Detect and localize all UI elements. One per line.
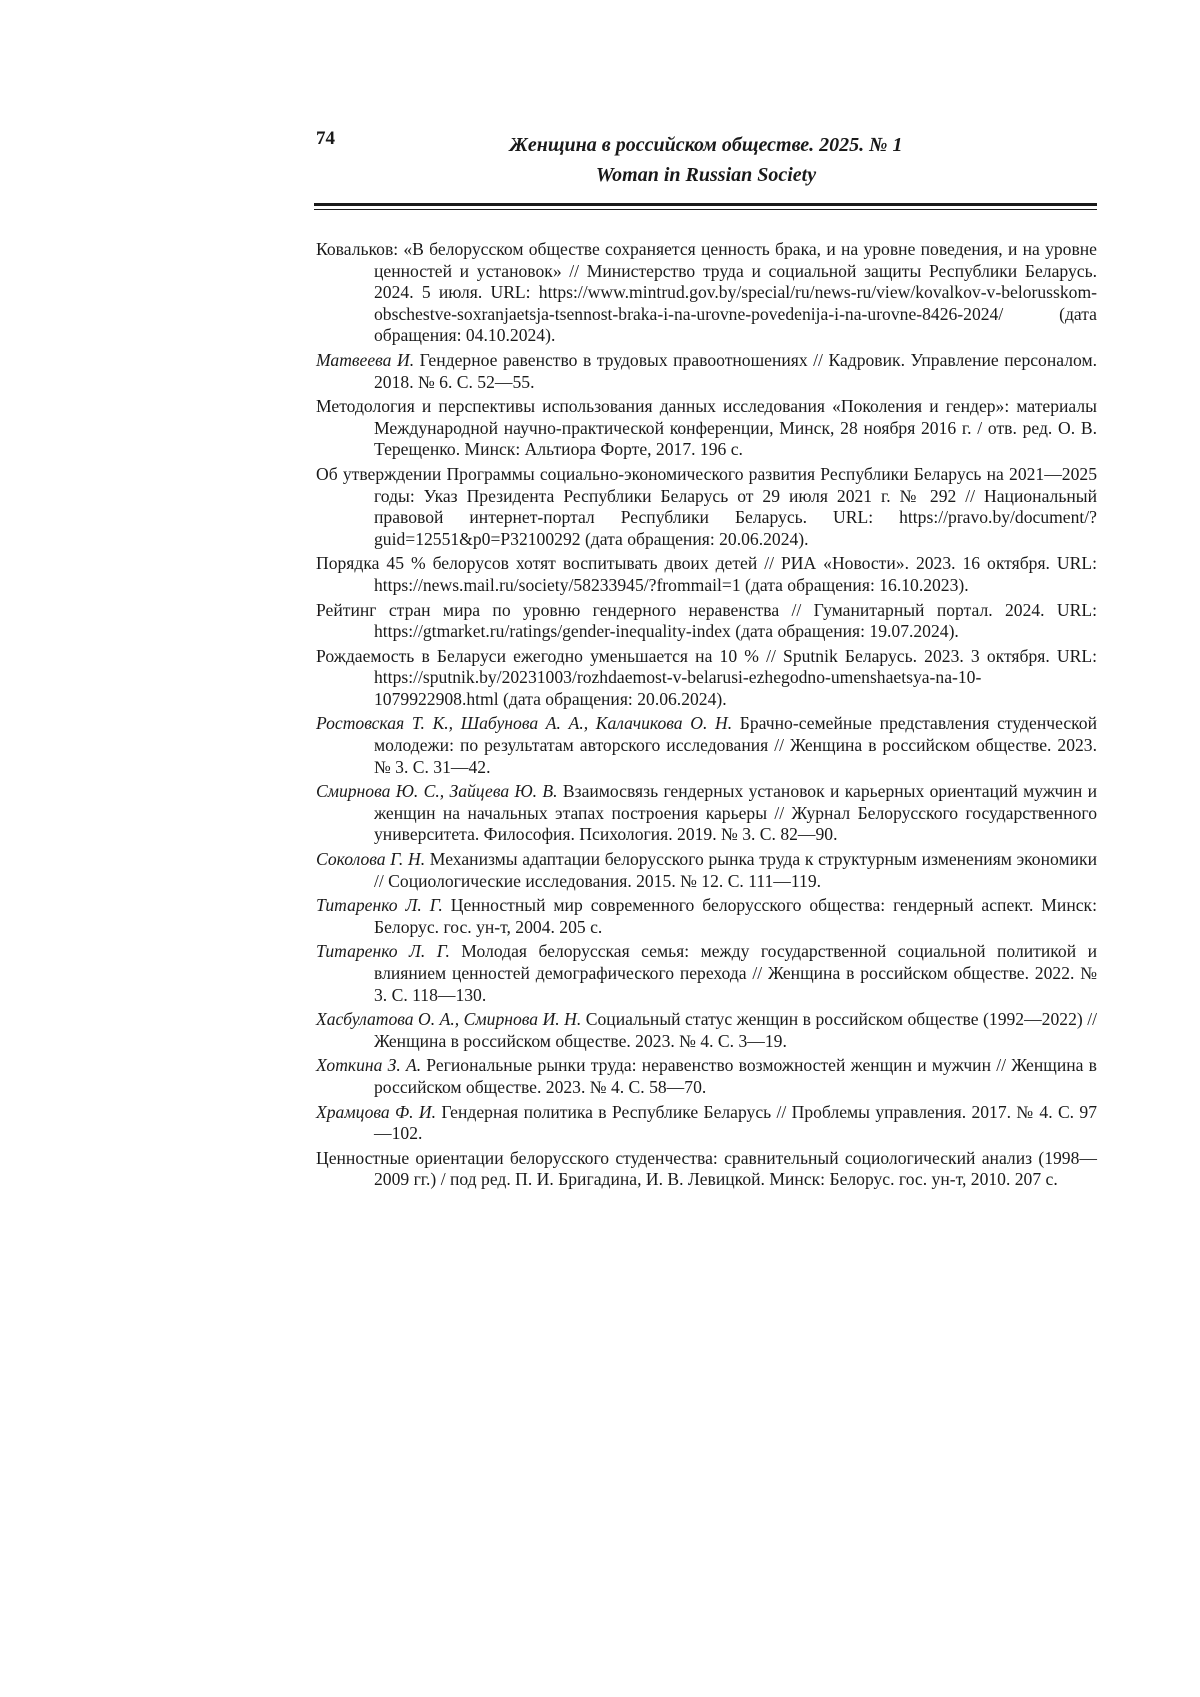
page-number: 74	[316, 128, 335, 149]
reference-item	[316, 350, 1097, 393]
reference-item	[316, 553, 1097, 596]
reference-item	[316, 1055, 1097, 1098]
reference-authors: Соколова Г. Н.	[316, 849, 426, 870]
reference-item	[316, 396, 1097, 461]
reference-authors: Матвеева И.	[316, 349, 415, 370]
journal-title-ru: Женщина в российском обществе. 2025. № 1	[509, 134, 903, 156]
reference-text: Об утверждении Программы социально-экономического развития Республики Беларусь на 2021—2025 годы: Указ Президента Республики Беларусь от 29 июля 2021 г. № 292 // Национальный правовой интернет-портал Республики Беларусь. URL: https://pravo.by/document/?guid=12551&p0=P32100292 (дата обращения: 20.06.2024).	[316, 463, 1097, 549]
reference-text: Механизмы адаптации белорусского рынка труда к структурным изменениям экономики // Социологические исследования. 2015. № 12. С. 111—119.	[374, 849, 1097, 891]
reference-text: Гендерное равенство в трудовых правоотношениях // Кадровик. Управление персоналом. 2018. № 6. С. 52—55.	[374, 349, 1098, 392]
reference-authors: Титаренко Л. Г.	[316, 895, 443, 916]
reference-item	[316, 464, 1097, 550]
reference-text: Молодая белорусская семья: между государственной социальной политикой и влиянием ценностей демографического перехода // Женщина в российском обществе. 2022. № 3. С. 118—130.	[374, 941, 1097, 1005]
reference-authors: Смирнова Ю. С., Зайцева Ю. В.	[316, 781, 558, 802]
reference-item	[316, 600, 1097, 643]
reference-text: Ковальков: «В белорусском обществе сохраняется ценность брака, и на уровне поведения, и на уровне ценностей и установок» // Министерство труда и социальной защиты Республики Беларусь. 2024. 5 июля. URL: https://www.mintrud.gov.by/special/ru/news-ru/view/kovalkov-v-belorusskom-obschestve-soxranjaetsja-tsennost-braka-i-na-urovne-povedenija-i-na-urovne-8426-2024/ (дата обращения: 04.10.2024).	[316, 239, 1097, 346]
reference-item	[316, 941, 1097, 1006]
reference-authors: Титаренко Л. Г.	[316, 941, 450, 962]
reference-text: Ценностные ориентации белорусского студенчества: сравнительный социологический анализ (1998—2009 гг.) / под ред. П. И. Бригадина, И. В. Левицкой. Минск: Белорус. гос. ун-т, 2010. 207 с.	[316, 1147, 1097, 1190]
reference-text: Брачно-семейные представления студенческой молодежи: по результатам авторского исследования // Женщина в российском обществе. 2023. № 3. С. 31—42.	[374, 713, 1098, 777]
reference-item	[316, 895, 1097, 938]
journal-title	[316, 130, 1096, 190]
reference-text: Рейтинг стран мира по уровню гендерного неравенства // Гуманитарный портал. 2024. URL: https://gtmarket.ru/ratings/gender-inequality-index (дата обращения: 19.07.2024).	[316, 599, 1097, 642]
reference-item	[316, 781, 1097, 846]
reference-item	[316, 1102, 1097, 1145]
reference-text: Методология и перспективы использования данных исследования «Поколения и гендер»: материалы Международной научно-практической конференции, Минск, 28 ноября 2016 г. / отв. ред. О. В. Терещенко. Минск: Альтиора Форте, 2017. 196 с.	[316, 396, 1097, 460]
reference-item	[316, 849, 1097, 892]
reference-authors: Хасбулатова О. А., Смирнова И. Н.	[316, 1009, 582, 1030]
reference-text: Порядка 45 % белорусов хотят воспитывать двоих детей // РИА «Новости». 2023. 16 октября. URL: https://news.mail.ru/society/58233945/?frommail=1 (дата обращения: 16.10.2023).	[316, 553, 1097, 595]
reference-item	[316, 713, 1097, 778]
reference-item	[316, 646, 1097, 711]
reference-authors: Ростовская Т. К., Шабунова А. А., Калачикова О. Н.	[316, 713, 733, 734]
reference-item	[316, 1009, 1097, 1052]
header-rule-thin	[314, 209, 1097, 210]
reference-text: Социальный статус женщин в российском обществе (1992—2022) // Женщина в российском обществе. 2023. № 4. С. 3—19.	[374, 1009, 1097, 1051]
reference-item	[316, 1148, 1097, 1191]
reference-authors: Храмцова Ф. И.	[316, 1101, 437, 1122]
reference-list	[316, 239, 1097, 1194]
journal-title-en: Woman in Russian Society	[595, 164, 817, 186]
reference-text: Рождаемость в Беларуси ежегодно уменьшается на 10 % // Sputnik Беларусь. 2023. 3 октября. URL: https://sputnik.by/20231003/rozhdaemost-v-belarusi-ezhegodno-umenshaetsya-na-10-1079922908.html (дата обращения: 20.06.2024).	[316, 645, 1097, 709]
reference-text: Ценностный мир современного белорусского общества: гендерный аспект. Минск: Белорус. гос. ун-т, 2004. 205 с.	[374, 895, 1097, 937]
reference-authors: Хоткина З. А.	[316, 1055, 422, 1076]
reference-text: Гендерная политика в Республике Беларусь // Проблемы управления. 2017. № 4. С. 97—102.	[374, 1101, 1097, 1144]
reference-text: Региональные рынки труда: неравенство возможностей женщин и мужчин // Женщина в российском обществе. 2023. № 4. С. 58—70.	[374, 1055, 1097, 1097]
header-rule-thick	[314, 203, 1097, 206]
reference-text: Взаимосвязь гендерных установок и карьерных ориентаций мужчин и женщин на начальных этапах построения карьеры // Журнал Белорусского государственного университета. Философия. Психология. 2019. № 3. С. 82—90.	[374, 781, 1097, 845]
reference-item	[316, 239, 1097, 347]
